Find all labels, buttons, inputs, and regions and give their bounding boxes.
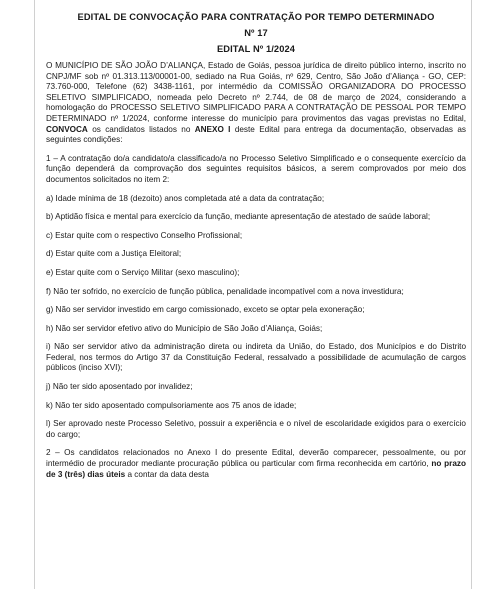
requirement-item: c) Estar quite com o respectivo Conselho Profissional; (46, 230, 243, 240)
intro-text-3: deste Edital para entrega da documentação, observadas as seguintes condições: (46, 124, 466, 145)
document-number: Nº 17 (244, 28, 268, 38)
intro-convoca: CONVOCA (46, 124, 88, 134)
intro-text-2: os candidatos listados no (87, 124, 195, 134)
intro-paragraph (46, 61, 466, 146)
document-title: EDITAL DE CONVOCAÇÃO PARA CONTRATAÇÃO POR TEMPO DETERMINADO (77, 12, 435, 22)
clause-2-text-1: 2 – Os candidatos relacionados no Anexo I do presente Edital, deverão comparecer, pessoalmente, ou por intermédio de procurador mediante procuração pública ou particular com firma reconhecida em cartório, (46, 448, 466, 469)
requirement-item: b) Aptidão física e mental para exercício da função, mediante apresentação de atestado de saúde laboral; (46, 212, 431, 222)
requirement-item: g) Não ser servidor investido em cargo comissionado, exceto se optar pela exoneração; (46, 305, 365, 315)
page-edge-left (34, 0, 35, 589)
clause-2-text-2: a contar da data desta (125, 469, 209, 479)
requirement-item: f) Não ter sofrido, no exercício de função pública, penalidade incompatível com a nova investidura; (46, 286, 404, 296)
edital-number: EDITAL Nº 1/2024 (216, 44, 296, 54)
requirement-item: k) Não ter sido aposentado compulsoriamente aos 75 anos de idade; (46, 400, 297, 410)
clause-2-deadline: no prazo de 3 (três) dias úteis (46, 459, 466, 479)
requirement-item: h) Não ser servidor efetivo ativo do Município de São João d’Aliança, Goiás; (46, 323, 323, 333)
clause-2 (46, 448, 466, 480)
requirement-item: i) Não ser servidor ativo da administração direta ou indireta da União, do Estado, dos Municípios e do Distrito Federal, nos termos do Artigo 37 da Constituição Federal, ressalvado a possibilidade de acumulação de cargos públicos (inciso XVI); (46, 342, 466, 373)
intro-text-1: O MUNICÍPIO DE SÃO JOÃO D’ALIANÇA, Estado de Goiás, pessoa jurídica de direito público interno, inscrito no CNPJ/MF sob nº 01.313.113/00001-00, sediado na Rua Goiás, nº 629, Centro, São João d’Aliança - GO, CEP: 73.760-000, Telefone (62) 3438-1161, por intermédio da COMISSÃO ORGANIZADORA DO PROCESSO SELETIVO SIMPLIFICADO, nomeada pelo Decreto nº 2.744, de 08 de março de 2024, considerando a homologação do PROCESSO SELETIVO SIMPLIFICADO PARA A CONTRATAÇÃO DE PESSOAL POR TEMPO DETERMINADO nº 1/2024, conforme interesse do município para provimentos das vagas previstas no Edital, (46, 61, 466, 123)
requirement-item: d) Estar quite com a Justiça Eleitoral; (46, 249, 182, 259)
requirement-item: a) Idade mínima de 18 (dezoito) anos completada até a data da contratação; (46, 193, 325, 203)
requirement-item: l) Ser aprovado neste Processo Seletivo, possuir a experiência e o nível de escolaridade exigidos para o exercício do cargo; (46, 419, 466, 439)
intro-anexo: ANEXO I (194, 124, 231, 134)
requirement-item: e) Estar quite com o Serviço Militar (sexo masculino); (46, 267, 240, 277)
requirement-item: j) Não ter sido aposentado por invalidez; (46, 382, 193, 392)
clause-1: 1 – A contratação do/a candidato/a classificado/a no Processo Seletivo Simplificado e o consequente exercício da função dependerá da comprovação dos seguintes requisitos básicos, a serem comprovados por meio dos documentos solicitados no item 2: (46, 153, 466, 184)
page-edge-right (471, 0, 472, 589)
